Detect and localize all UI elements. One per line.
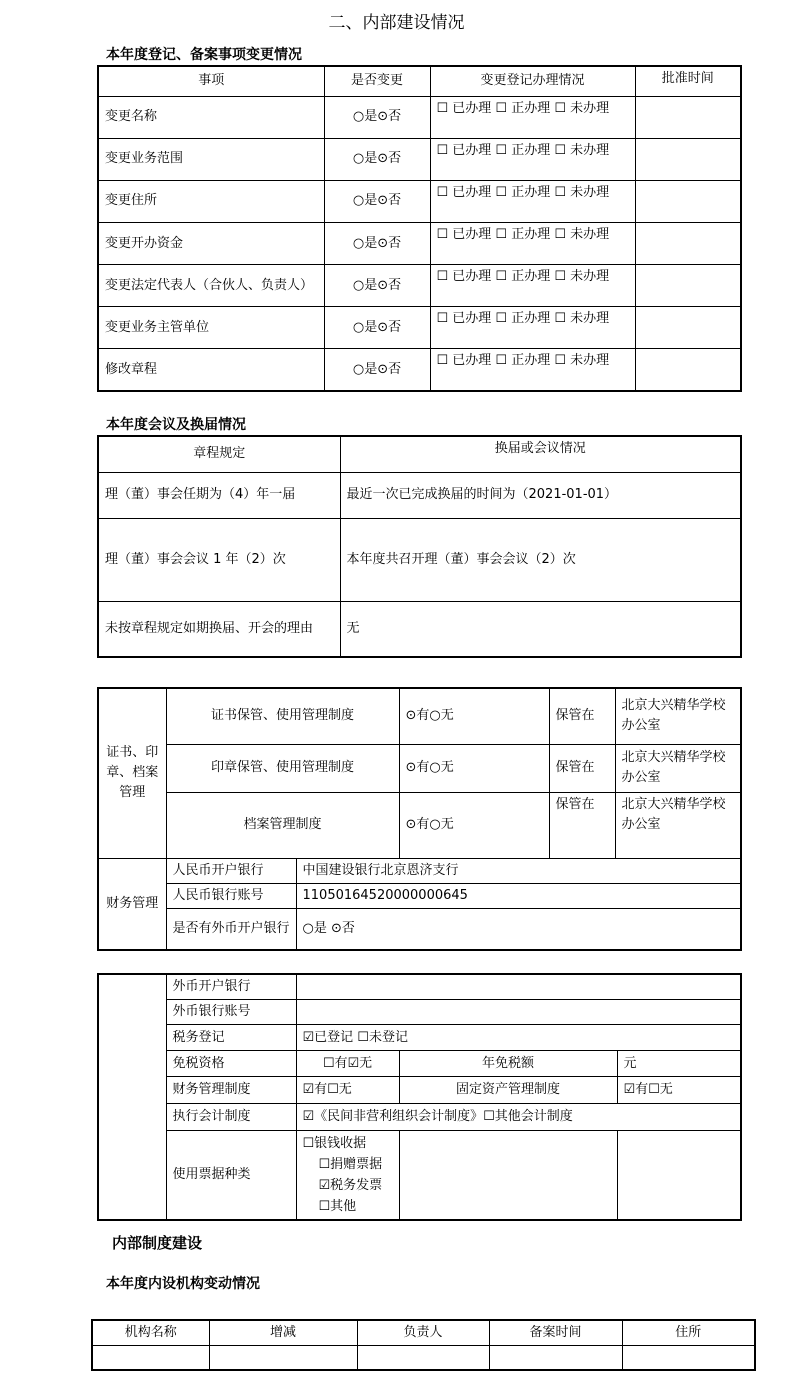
status-checkboxes[interactable]: ☐ 已办理 ☐ 正办理 ☐ 未办理 (430, 180, 635, 222)
meeting-section-title: 本年度会议及换届情况 (106, 417, 246, 433)
changed-radio[interactable]: ○是⊙否 (324, 349, 430, 391)
table-row (98, 908, 741, 950)
header-date: 批准时间 (635, 66, 741, 96)
org-header-row (92, 1320, 755, 1346)
situation-cell: 本年度共召开理（董）事会会议（2）次 (340, 518, 741, 601)
exempt-amount-label: 年免税额 (399, 1051, 617, 1077)
accounting-system-checkboxes[interactable]: ☑《民间非营利组织会计制度》☐其他会计制度 (296, 1104, 741, 1131)
kept-label: 保管在 (549, 744, 615, 792)
kept-place: 北京大兴精华学校办公室 (615, 688, 741, 744)
header-item: 事项 (98, 66, 324, 96)
finance-system-checkboxes[interactable]: ☑有☐无 (296, 1077, 399, 1104)
table-row (98, 1000, 741, 1025)
date-cell (635, 180, 741, 222)
header-status: 变更登记办理情况 (430, 66, 635, 96)
fx-bank-value (296, 974, 741, 1000)
certificate-finance-table (97, 687, 742, 951)
empty-cell (357, 1346, 489, 1370)
header-address: 住所 (622, 1320, 755, 1346)
header-person: 负责人 (357, 1320, 489, 1346)
rmb-account-value: 11050164520000000645 (296, 883, 741, 908)
empty-cell (399, 1131, 617, 1221)
tax-exempt-checkboxes[interactable]: ☐有☑无 (296, 1051, 399, 1077)
tax-registration-checkboxes[interactable]: ☑已登记 ☐未登记 (296, 1025, 741, 1051)
header-changed: 是否变更 (324, 66, 430, 96)
table-row (98, 883, 741, 908)
header-org-name: 机构名称 (92, 1320, 209, 1346)
table-row (98, 744, 741, 792)
status-checkboxes[interactable]: ☐ 已办理 ☐ 正办理 ☐ 未办理 (430, 222, 635, 264)
table-row (98, 601, 741, 657)
bill-type-checkbox[interactable]: ☑税务发票 (318, 1178, 383, 1193)
table-row (98, 858, 741, 883)
table-row (98, 222, 741, 264)
registration-table (97, 65, 742, 392)
certificate-group-label: 证书、印章、档案管理 (98, 688, 166, 858)
situation-cell: 最近一次已完成换届的时间为（2021-01-01） (340, 472, 741, 518)
date-cell (635, 349, 741, 391)
table-row (98, 518, 741, 601)
status-checkboxes[interactable]: ☐ 已办理 ☐ 正办理 ☐ 未办理 (430, 265, 635, 307)
table-row (98, 265, 741, 307)
changed-radio[interactable]: ○是⊙否 (324, 96, 430, 138)
org-change-table (91, 1319, 756, 1371)
registration-section-title: 本年度登记、备案事项变更情况 (106, 47, 302, 63)
bill-type-list (296, 1131, 399, 1221)
empty-cell (617, 1131, 741, 1221)
policy-radio[interactable]: ⊙有○无 (399, 688, 549, 744)
item-cell: 变更名称 (98, 96, 324, 138)
item-cell: 变更开办资金 (98, 222, 324, 264)
rule-cell: 理（董）事会会议 1 年（2）次 (98, 518, 340, 601)
finance-detail-table (97, 973, 742, 1221)
finance-label: 免税资格 (166, 1051, 296, 1077)
changed-radio[interactable]: ○是⊙否 (324, 222, 430, 264)
empty-cell (622, 1346, 755, 1370)
asset-system-checkboxes[interactable]: ☑有☐无 (617, 1077, 741, 1104)
table-row (98, 180, 741, 222)
finance-label: 外币开户银行 (166, 974, 296, 1000)
changed-radio[interactable]: ○是⊙否 (324, 138, 430, 180)
date-cell (635, 222, 741, 264)
date-cell (635, 265, 741, 307)
internal-system-title: 内部制度建设 (112, 1234, 203, 1252)
kept-place: 北京大兴精华学校办公室 (615, 744, 741, 792)
asset-system-label: 固定资产管理制度 (399, 1077, 617, 1104)
kept-label: 保管在 (549, 792, 615, 858)
table-row (98, 792, 741, 858)
header-change: 增减 (209, 1320, 357, 1346)
header-rule: 章程规定 (98, 436, 340, 472)
item-cell: 变更住所 (98, 180, 324, 222)
changed-radio[interactable]: ○是⊙否 (324, 180, 430, 222)
table-row (98, 1051, 741, 1077)
meeting-header-row (98, 436, 741, 472)
kept-label: 保管在 (549, 688, 615, 744)
meeting-table (97, 435, 742, 658)
policy-radio[interactable]: ⊙有○无 (399, 792, 549, 858)
exempt-amount-unit: 元 (617, 1051, 741, 1077)
table-row (98, 96, 741, 138)
item-cell: 变更业务主管单位 (98, 307, 324, 349)
empty-cell (92, 1346, 209, 1370)
finance-label: 是否有外币开户银行 (166, 908, 296, 950)
changed-radio[interactable]: ○是⊙否 (324, 265, 430, 307)
table-row (92, 1346, 755, 1370)
header-situation: 换届或会议情况 (340, 436, 741, 472)
empty-cell (209, 1346, 357, 1370)
finance-label: 财务管理制度 (166, 1077, 296, 1104)
date-cell (635, 96, 741, 138)
bill-type-checkbox[interactable]: ☐银钱收据 (302, 1136, 367, 1151)
table-row (98, 1077, 741, 1104)
item-cell: 变更业务范围 (98, 138, 324, 180)
finance-label: 使用票据种类 (166, 1131, 296, 1221)
status-checkboxes[interactable]: ☐ 已办理 ☐ 正办理 ☐ 未办理 (430, 138, 635, 180)
kept-place: 北京大兴精华学校办公室 (615, 792, 741, 858)
rmb-bank-value: 中国建设银行北京恩济支行 (296, 858, 741, 883)
date-cell (635, 138, 741, 180)
policy-name: 证书保管、使用管理制度 (166, 688, 399, 744)
status-checkboxes[interactable]: ☐ 已办理 ☐ 正办理 ☐ 未办理 (430, 307, 635, 349)
item-cell: 修改章程 (98, 349, 324, 391)
table-row (98, 1025, 741, 1051)
table-row (98, 974, 741, 1000)
table-row (98, 1131, 741, 1221)
finance-group-label: 财务管理 (98, 858, 166, 950)
item-cell: 变更法定代表人（合伙人、负责人） (98, 265, 324, 307)
status-checkboxes[interactable]: ☐ 已办理 ☐ 正办理 ☐ 未办理 (430, 349, 635, 391)
finance-label: 执行会计制度 (166, 1104, 296, 1131)
finance-label: 人民币开户银行 (166, 858, 296, 883)
finance-label: 人民币银行账号 (166, 883, 296, 908)
changed-radio[interactable]: ○是⊙否 (324, 307, 430, 349)
table-row (98, 307, 741, 349)
table-row (98, 472, 741, 518)
finance-label: 外币银行账号 (166, 1000, 296, 1025)
fx-account-value (296, 1000, 741, 1025)
date-cell (635, 307, 741, 349)
table-row (98, 688, 741, 744)
org-change-title: 本年度内设机构变动情况 (106, 1276, 260, 1292)
finance-label: 税务登记 (166, 1025, 296, 1051)
doc-title: 二、内部建设情况 (328, 13, 465, 33)
header-filing-date: 备案时间 (489, 1320, 622, 1346)
situation-cell: 无 (340, 601, 741, 657)
foreign-bank-radio[interactable]: ○是 ⊙否 (296, 908, 741, 950)
policy-name: 档案管理制度 (166, 792, 399, 858)
status-checkboxes[interactable]: ☐ 已办理 ☐ 正办理 ☐ 未办理 (430, 96, 635, 138)
registration-header-row (98, 66, 741, 96)
policy-radio[interactable]: ⊙有○无 (399, 744, 549, 792)
table-row (98, 138, 741, 180)
policy-name: 印章保管、使用管理制度 (166, 744, 399, 792)
table-row (98, 349, 741, 391)
finance-group-spacer (98, 974, 166, 1220)
rule-cell: 理（董）事会任期为（4）年一届 (98, 472, 340, 518)
table-row (98, 1104, 741, 1131)
rule-cell: 未按章程规定如期换届、开会的理由 (98, 601, 340, 657)
empty-cell (489, 1346, 622, 1370)
bill-type-checkbox[interactable]: ☐其他 (318, 1199, 357, 1214)
bill-type-checkbox[interactable]: ☐捐赠票据 (318, 1157, 383, 1172)
